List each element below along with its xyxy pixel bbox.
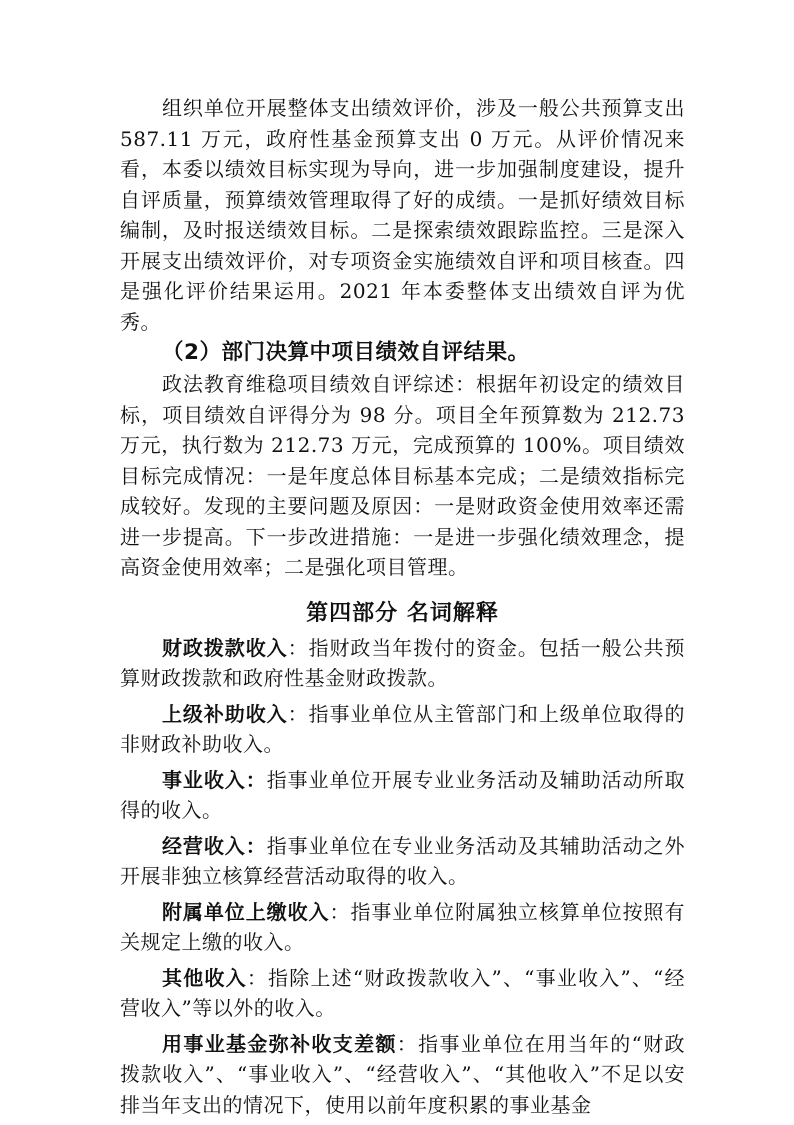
glossary-definition: 指事业单位从主管部门和上级单位取得的非财政补助收入。 — [120, 701, 685, 756]
glossary-definition: 指事业单位在用当年的“财政拨款收入”、“事业收入”、“经营收入”、“其他收入”不足以安排当年支出的情况下，使用以前年度积累的事业基金 — [120, 1031, 686, 1117]
glossary-definition: 指事业单位附属独立核算单位按照有关规定上缴的收入。 — [120, 899, 685, 954]
document-page — [120, 93, 685, 1125]
glossary-separator: ： — [287, 635, 309, 660]
glossary-definition: 指除上述“财政拨款收入”、“事业收入”、“经营收入”等以外的收入。 — [120, 965, 686, 1020]
glossary-term: 附属单位上缴收入 — [162, 899, 330, 924]
glossary-term: 经营收入： — [162, 833, 267, 858]
part-four-title: 第四部分 名词解释 — [306, 600, 499, 626]
glossary-separator: ： — [287, 701, 309, 726]
glossary-item — [120, 963, 685, 1024]
glossary-separator: ： — [329, 899, 351, 924]
project-self-evaluation-heading: （2）部门决算中项目绩效自评结果。 — [162, 340, 530, 365]
performance-evaluation-paragraph: 组织单位开展整体支出绩效评价，涉及一般公共预算支出 587.11 万元，政府性基金预算支出 0 万元。从评价情况来看，本委以绩效目标实现为导向，进一步加强制度建设，提升自评质量，预算绩效管理取得了好的成绩。一是抓好绩效目标编制，及时报送绩效目标。二是探索绩效跟踪监控。三是深入开展支出绩效评价，对专项资金实施绩效自评和项目核查。四是强化评价结果运用。2021 年本委整体支出绩效自评为优秀。 — [120, 96, 685, 334]
glossary-term: 其他收入 — [162, 965, 247, 990]
glossary-separator: ： — [246, 965, 269, 990]
glossary-separator: ： — [396, 1031, 419, 1056]
glossary-item — [120, 633, 685, 694]
glossary-term: 财政拨款收入 — [162, 635, 288, 660]
glossary-definition: 指事业单位开展专业业务活动及辅助活动所取得的收入。 — [120, 767, 685, 822]
glossary-definition: 指事业单位在专业业务活动及其辅助活动之外开展非独立核算经营活动取得的收入。 — [120, 833, 685, 888]
project-self-evaluation-paragraph: 政法教育维稳项目绩效自评综述：根据年初设定的绩效目标，项目绩效自评得分为 98 分。项目全年预算数为 212.73 万元，执行数为 212.73 万元，完成预算的 100%。项目绩效目标完成情况：一是年度总体目标基本完成；二是绩效指标完成较好。发现的主要问题及原因：一是财政资金使用效率还需进一步提高。下一步改进措施：一是进一步强化绩效理念，提高资金使用效率；二是强化项目管理。 — [120, 372, 685, 579]
glossary-list — [120, 633, 685, 1121]
glossary-term: 用事业基金弥补收支差额 — [162, 1031, 397, 1056]
glossary-definition: 指财政当年拨付的资金。包括一般公共预算财政拨款和政府性基金财政拨款。 — [120, 635, 685, 690]
glossary-item — [120, 831, 685, 892]
glossary-item — [120, 765, 685, 826]
glossary-item — [120, 699, 685, 760]
glossary-term: 上级补助收入 — [162, 701, 288, 726]
glossary-item — [120, 1029, 685, 1121]
glossary-term: 事业收入： — [162, 767, 267, 792]
glossary-item — [120, 897, 685, 958]
